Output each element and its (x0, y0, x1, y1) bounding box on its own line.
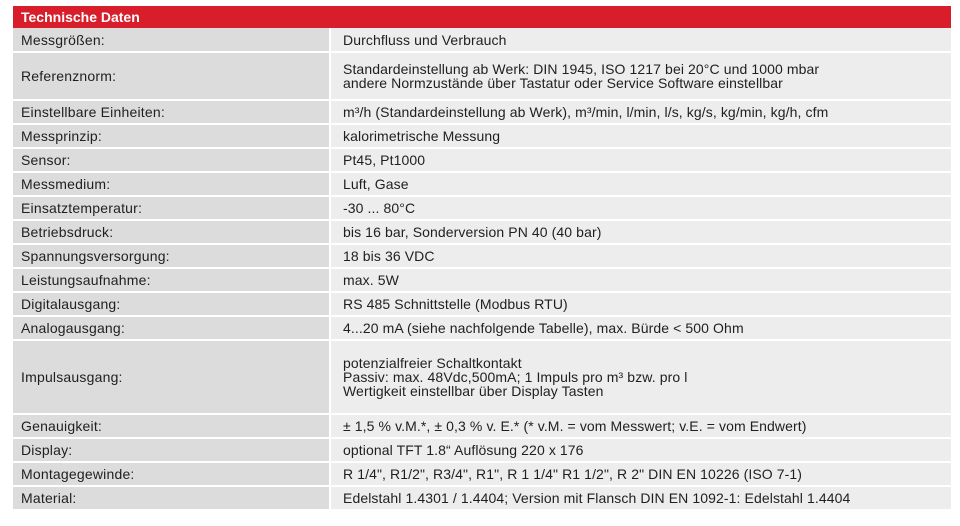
row-value (330, 292, 951, 316)
value-line: max. 5W (343, 272, 399, 288)
row-label: Messmedium: (13, 172, 330, 196)
table-row (13, 148, 951, 172)
table-row (13, 268, 951, 292)
value-line: Wertigkeit einstellbar über Display Tasten (343, 383, 604, 399)
row-value (330, 340, 951, 414)
value-line: ± 1,5 % v.M.*, ± 0,3 % v. E.* (* v.M. = vom Messwert; v.E. = vom Endwert) (343, 418, 807, 434)
value-line: kalorimetrische Messung (343, 128, 501, 144)
row-label: Einstellbare Einheiten: (13, 100, 330, 124)
table-row (13, 438, 951, 462)
section-header: Technische Daten (13, 6, 951, 28)
table-row (13, 414, 951, 438)
row-label: Betriebsdruck: (13, 220, 330, 244)
row-value (330, 52, 951, 100)
spec-table (13, 28, 951, 511)
table-row (13, 244, 951, 268)
row-label: Impulsausgang: (13, 340, 330, 414)
table-row (13, 100, 951, 124)
value-line: m³/h (Standardeinstellung ab Werk), m³/min, l/min, l/s, kg/s, kg/min, kg/h, cfm (343, 104, 829, 120)
row-value (330, 462, 951, 486)
row-value (330, 124, 951, 148)
row-label: Messgrößen: (13, 28, 330, 52)
row-label: Referenznorm: (13, 52, 330, 100)
row-label: Leistungsaufnahme: (13, 268, 330, 292)
technical-data-sheet (13, 6, 951, 511)
value-line: RS 485 Schnittstelle (Modbus RTU) (343, 296, 568, 312)
row-value (330, 172, 951, 196)
table-row (13, 28, 951, 52)
row-value (330, 244, 951, 268)
table-row (13, 220, 951, 244)
table-row (13, 292, 951, 316)
value-line: bis 16 bar, Sonderversion PN 40 (40 bar) (343, 224, 602, 240)
row-value (330, 486, 951, 510)
row-value (330, 100, 951, 124)
value-line: -30 ... 80°C (343, 200, 416, 216)
row-value (330, 148, 951, 172)
row-value (330, 268, 951, 292)
row-label: Montagegewinde: (13, 462, 330, 486)
row-value (330, 28, 951, 52)
value-line: 18 bis 36 VDC (343, 248, 435, 264)
value-line: Edelstahl 1.4301 / 1.4404; Version mit Flansch DIN EN 1092-1: Edelstahl 1.4404 (343, 490, 851, 506)
row-label: Genauigkeit: (13, 414, 330, 438)
table-row (13, 196, 951, 220)
table-row (13, 124, 951, 148)
row-label: Display: (13, 438, 330, 462)
value-line: Passiv: max. 48Vdc,500mA; 1 Impuls pro m³ bzw. pro l (343, 369, 688, 385)
row-value (330, 220, 951, 244)
value-line: R 1/4", R1/2", R3/4", R1", R 1 1/4" R1 1/2", R 2" DIN EN 10226 (ISO 7-1) (343, 466, 803, 482)
row-label: Sensor: (13, 148, 330, 172)
value-line: Durchfluss und Verbrauch (343, 31, 507, 48)
row-label: Digitalausgang: (13, 292, 330, 316)
row-value (330, 414, 951, 438)
value-line: 4...20 mA (siehe nachfolgende Tabelle), max. Bürde < 500 Ohm (343, 320, 744, 336)
row-value (330, 438, 951, 462)
value-line: Standardeinstellung ab Werk: DIN 1945, ISO 1217 bei 20°C und 1000 mbar (343, 61, 820, 77)
row-label: Analogausgang: (13, 316, 330, 340)
table-row (13, 340, 951, 414)
row-value (330, 316, 951, 340)
table-row (13, 486, 951, 510)
value-line: Luft, Gase (343, 176, 409, 192)
value-line: potenzialfreier Schaltkontakt (343, 355, 522, 371)
row-label: Messprinzip: (13, 124, 330, 148)
row-label: Spannungsversorgung: (13, 244, 330, 268)
table-row (13, 316, 951, 340)
value-line: Pt45, Pt1000 (343, 152, 426, 168)
table-row (13, 172, 951, 196)
row-value (330, 196, 951, 220)
row-label: Einsatztemperatur: (13, 196, 330, 220)
table-row (13, 462, 951, 486)
value-line: optional TFT 1.8“ Auflösung 220 x 176 (343, 442, 584, 458)
value-line: andere Normzustände über Tastatur oder Service Software einstellbar (343, 75, 783, 91)
table-row (13, 52, 951, 100)
row-label: Material: (13, 486, 330, 510)
